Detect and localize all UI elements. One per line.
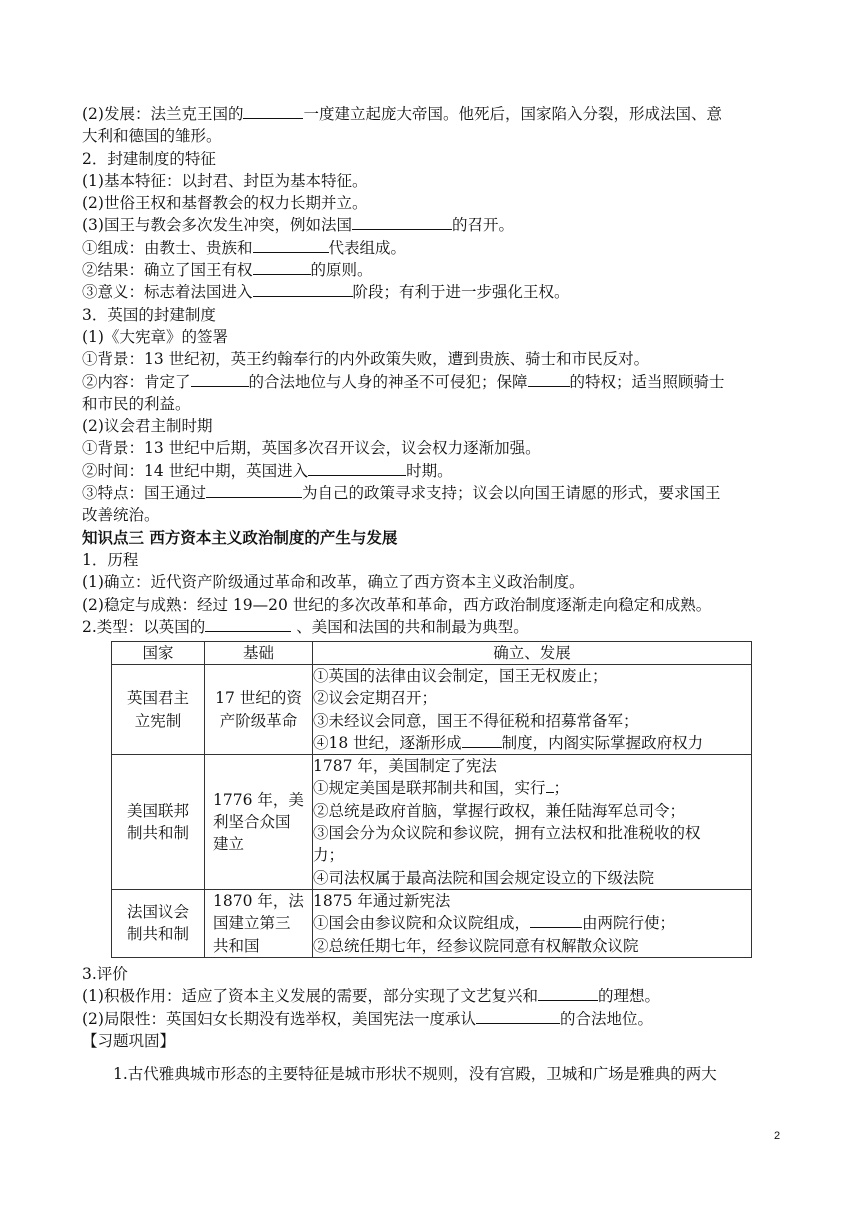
cell-text: 立宪制	[134, 711, 182, 730]
section-title: 3.评价	[82, 965, 128, 983]
evaluation-section	[82, 963, 782, 1052]
text: 时期。	[406, 461, 453, 480]
text: ；	[553, 779, 570, 798]
cell-text: ②总统是政府首脑，掌握行政权，兼任陆海军总司令；	[313, 801, 686, 820]
fill-blank[interactable]	[352, 214, 452, 230]
cell-text: 1787 年，美国制定了宪法	[313, 757, 497, 776]
section-title: 1．历程	[82, 550, 139, 569]
table-header: 国家	[112, 642, 205, 665]
text: ①规定美国是联邦制共和国，实行	[313, 779, 546, 798]
question-1: 1.古代雅典城市形态的主要特征是城市形状不规则，没有宫殿，卫城和广场是雅典的两大	[113, 1065, 717, 1083]
text-line: (1)《大宪章》的签署	[82, 327, 228, 346]
fill-blank[interactable]	[546, 777, 554, 793]
text: 、美国和法国的共和制最为典型。	[291, 617, 529, 636]
text-line: (2)议会君主制时期	[82, 417, 213, 436]
table-header-row	[112, 642, 752, 665]
cell-text: ②议会定期召开；	[313, 689, 438, 708]
fill-blank[interactable]	[206, 482, 302, 498]
cell-text: 力；	[313, 846, 345, 865]
text: 2.类型：以英国的	[82, 617, 206, 636]
cell-text: 1870 年，法	[213, 891, 304, 910]
cell-text	[313, 777, 751, 799]
text-line	[82, 259, 782, 281]
text-line	[82, 125, 782, 147]
text-line	[82, 103, 782, 125]
text: 大利和德国的雏形。	[82, 127, 222, 146]
political-systems-table	[111, 641, 752, 958]
exercise-heading: 【习题巩固】	[82, 1031, 176, 1050]
table-cell-basis	[205, 889, 313, 957]
page-number: 2	[774, 1130, 781, 1142]
text: 一度建立起庞大帝国。他死后，国家陷入分裂，形成法国、意	[303, 105, 722, 123]
text-line: ①背景：13 世纪初，英王约翰奉行的内外政策失败，遭到贵族、骑士和市民反对。	[82, 350, 650, 369]
text: 阶段；有利于进一步强化王权。	[352, 283, 570, 302]
fill-blank[interactable]	[476, 1008, 560, 1024]
cell-text: 1776 年，美	[213, 790, 304, 809]
text-line: 和市民的利益。	[82, 394, 191, 413]
fill-blank[interactable]	[191, 371, 249, 387]
text: ①组成：由教士、贵族和	[82, 238, 253, 257]
text-line: (1)确立：近代资产阶级通过革命和改革，确立了西方资本主义政治制度。	[82, 573, 585, 592]
cell-text: 制共和制	[126, 925, 189, 944]
cell-text: ②总统任期七年，经参议院同意有权解散众议院	[313, 936, 639, 955]
table-row	[112, 755, 752, 890]
table-header: 确立、发展	[313, 642, 752, 665]
section-title: 2．封建制度的特征	[82, 149, 216, 168]
cell-text: ①英国的法律由议会制定，国王无权废止；	[313, 667, 608, 685]
text-line	[82, 460, 782, 482]
cell-text: 英国君主	[126, 689, 189, 708]
text-line	[82, 281, 782, 303]
text-line	[82, 482, 782, 504]
table-cell-details	[313, 755, 752, 890]
knowledge-point-heading: 知识点三 西方资本主义政治制度的产生与发展	[82, 527, 398, 547]
fill-blank[interactable]	[243, 103, 303, 119]
text-line	[82, 1008, 782, 1030]
text: ②时间：14 世纪中期，英国进入	[82, 461, 309, 480]
text: 的特权；适当照顾骑士	[569, 372, 725, 391]
cell-text: ③未经议会同意，国王不得征税和招募常备军；	[313, 711, 639, 730]
table-cell-country	[112, 889, 205, 957]
text: ①国会由参议院和众议院组成，	[313, 914, 531, 933]
text: (3)国王与教会多次发生冲突，例如法国	[82, 216, 352, 235]
text-line	[82, 214, 782, 236]
fill-blank[interactable]	[205, 616, 291, 632]
table-cell-details	[313, 889, 752, 957]
cell-text: 国建立第三	[213, 914, 291, 933]
fill-blank[interactable]	[530, 912, 582, 928]
text: 的召开。	[451, 216, 514, 235]
table-cell-details	[313, 665, 752, 755]
text: 的合法地位与人身的神圣不可侵犯；保障	[248, 372, 528, 391]
table-header: 基础	[205, 642, 313, 665]
fill-blank[interactable]	[528, 371, 570, 387]
text: 制度，内阁实际掌握政府权力	[501, 733, 704, 752]
cell-text: 产阶级革命	[219, 711, 298, 730]
cell-text: 制共和制	[126, 824, 189, 843]
cell-text: 建立	[213, 835, 245, 854]
fill-blank[interactable]	[253, 281, 353, 297]
cell-text	[313, 912, 751, 934]
text: 的合法地位。	[559, 1009, 653, 1028]
text: ③意义：标志着法国进入	[82, 283, 253, 302]
fill-blank[interactable]	[538, 985, 598, 1001]
cell-text: 利坚合众国	[213, 812, 291, 831]
text-line: (2)世俗王权和基督教会的权力长期并立。	[82, 194, 368, 213]
fill-blank[interactable]	[253, 259, 311, 275]
text: (2)局限性：英国妇女长期没有选举权，美国宪法一度承认	[82, 1009, 476, 1028]
text: ④18 世纪，逐渐形成	[313, 733, 462, 752]
text: (1)积极作用：适应了资本主义发展的需要，部分实现了文艺复兴和	[82, 987, 538, 1006]
text: 由两院行使；	[582, 914, 676, 933]
text-line	[82, 616, 782, 638]
cell-text: 共和国	[213, 936, 260, 955]
cell-text: ④司法权属于最高法院和国会规定设立的下级法院	[313, 868, 655, 887]
text-line: (2)稳定与成熟：经过 19—20 世纪的多次改革和革命，西方政治制度逐渐走向稳定和成熟。	[82, 595, 712, 614]
table-cell-basis	[205, 755, 313, 890]
table-cell-country	[112, 665, 205, 755]
cell-text: 1875 年通过新宪法	[313, 891, 451, 910]
text: (2)发展：法兰克王国的	[82, 105, 244, 123]
cell-text: 17 世纪的资	[215, 689, 302, 708]
cell-text: 美国联邦	[126, 801, 189, 820]
cell-text	[313, 732, 751, 754]
text-line: ①背景：13 世纪中后期，英国多次召开议会，议会权力逐渐加强。	[82, 439, 541, 458]
fill-blank[interactable]	[308, 460, 406, 476]
text-line	[82, 237, 782, 259]
cell-text: ③国会分为众议院和参议院，拥有立法权和批准税收的权	[313, 824, 701, 843]
table-cell-basis	[205, 665, 313, 755]
cell-text: 法国议会	[126, 903, 189, 922]
text: 代表组成。	[328, 238, 407, 257]
text-line: 改善统治。	[82, 506, 160, 525]
fill-blank[interactable]	[462, 732, 502, 748]
text: ③特点：国王通过	[82, 484, 207, 503]
text-line	[82, 985, 782, 1007]
text: ②内容：肯定了	[82, 372, 191, 391]
table-row	[112, 665, 752, 755]
fill-blank[interactable]	[253, 237, 329, 253]
text: 的原则。	[310, 261, 373, 280]
table-cell-country	[112, 755, 205, 890]
text-line: (1)基本特征：以封君、封臣为基本特征。	[82, 171, 368, 190]
text: 为自己的政策寻求支持；议会以向国王请愿的形式，要求国王	[302, 484, 721, 503]
text: 的理想。	[597, 987, 660, 1006]
body-text	[82, 103, 782, 638]
section-title: 3．英国的封建制度	[82, 305, 216, 324]
text: ②结果：确立了国王有权	[82, 261, 253, 280]
text-line	[82, 371, 782, 393]
table-row	[112, 889, 752, 957]
